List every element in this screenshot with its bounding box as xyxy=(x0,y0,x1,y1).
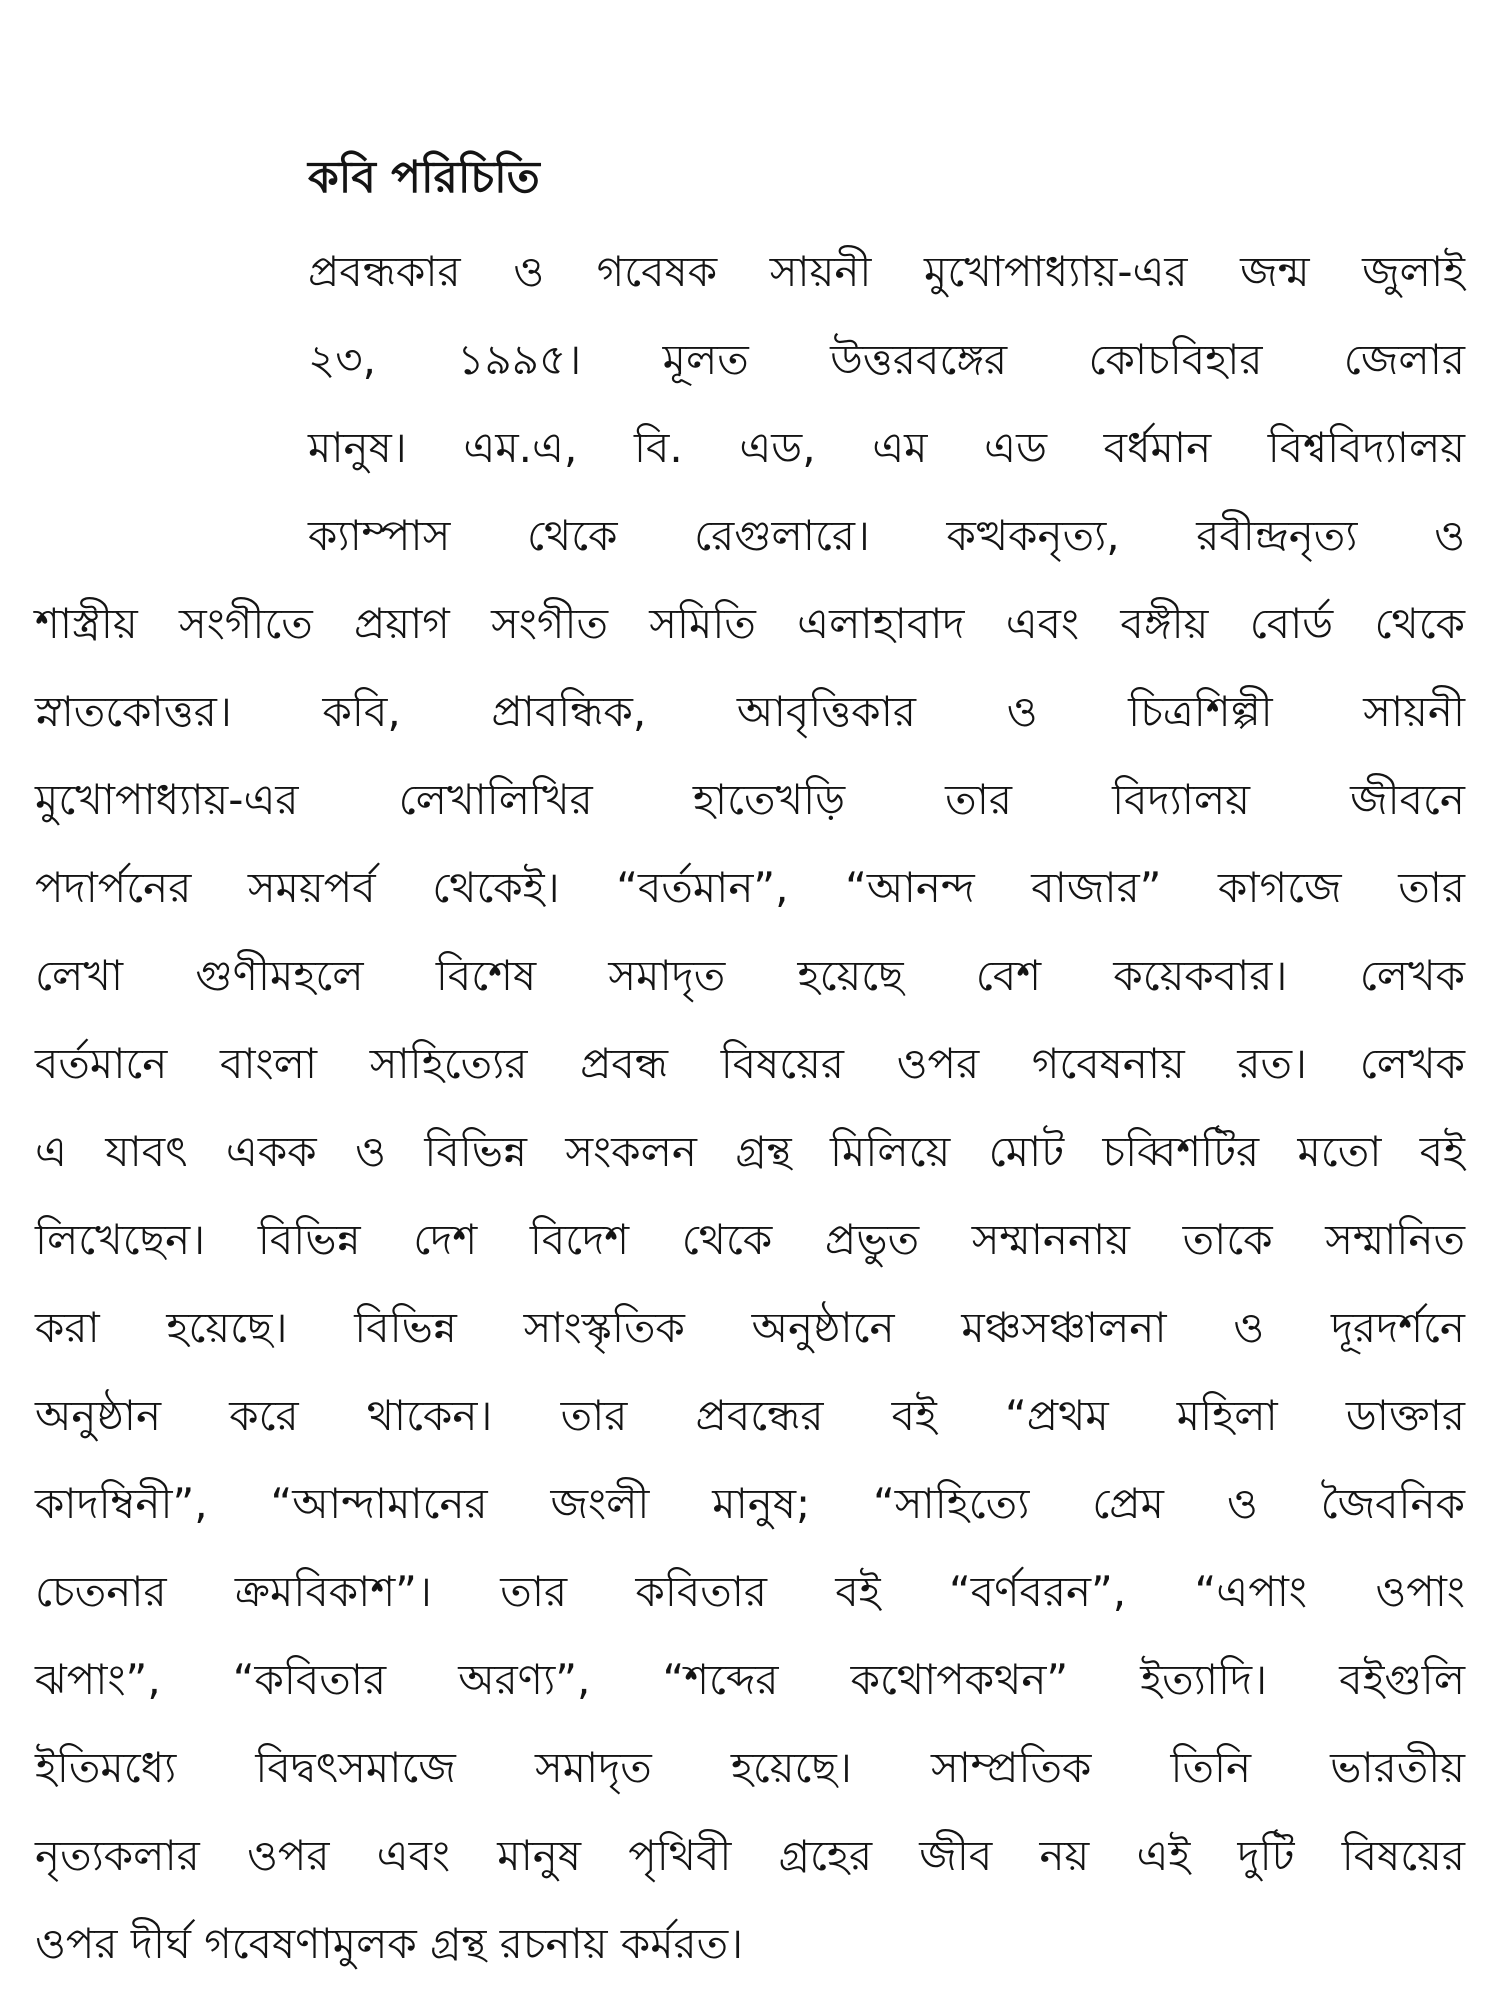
text-line: এ যাবৎ একক ও বিভিন্ন সংকলন গ্রন্থ মিলিয়ে মোট চব্বিশটির মতো বই xyxy=(35,1127,1465,1176)
text-line: মানুষ। এম.এ, বি. এড, এম এড বর্ধমান বিশ্ববিদ্যালয় xyxy=(308,423,1465,472)
text-line: ওপর দীর্ঘ গবেষণামুলক গ্রন্থ রচনায় কর্মরত। xyxy=(35,1919,744,1968)
text-line: কাদম্বিনী”, “আন্দামানের জংলী মানুষ; “সাহিত্যে প্রেম ও জৈবনিক xyxy=(35,1479,1465,1528)
text-line: শাস্ত্রীয় সংগীতে প্রয়াগ সংগীত সমিতি এলাহাবাদ এবং বঙ্গীয় বোর্ড থেকে xyxy=(35,599,1465,648)
text-line: ঝপাং”, “কবিতার অরণ্য”, “শব্দের কথোপকথন” ইত্যাদি। বইগুলি xyxy=(35,1655,1465,1704)
text-line: লেখা গুণীমহলে বিশেষ সমাদৃত হয়েছে বেশ কয়েকবার। লেখক xyxy=(35,951,1465,1000)
text-line: ইতিমধ্যে বিদ্বৎসমাজে সমাদৃত হয়েছে। সাম্প্রতিক তিনি ভারতীয় xyxy=(35,1743,1465,1792)
section-title: কবি পরিচিতি xyxy=(308,152,540,203)
text-line: নৃত্যকলার ওপর এবং মানুষ পৃথিবী গ্রহের জীব নয় এই দুটি বিষয়ের xyxy=(35,1831,1465,1880)
text-line: মুখোপাধ্যায়-এর লেখালিখির হাতেখড়ি তার বিদ্যালয় জীবনে xyxy=(35,775,1465,824)
text-line: ২৩, ১৯৯৫। মূলত উত্তরবঙ্গের কোচবিহার জেলার xyxy=(308,335,1465,384)
text-line: অনুষ্ঠান করে থাকেন। তার প্রবন্ধের বই “প্রথম মহিলা ডাক্তার xyxy=(35,1391,1465,1440)
text-line: বর্তমানে বাংলা সাহিত্যের প্রবন্ধ বিষয়ের ওপর গবেষনায় রত। লেখক xyxy=(35,1039,1465,1088)
text-line: প্রবন্ধকার ও গবেষক সায়নী মুখোপাধ্যায়-এর জন্ম জুলাই xyxy=(308,247,1465,296)
text-line: ক্যাম্পাস থেকে রেগুলারে। কত্থকনৃত্য, রবীন্দ্রনৃত্য ও xyxy=(308,511,1465,560)
text-line: লিখেছেন। বিভিন্ন দেশ বিদেশ থেকে প্রভুত সম্মাননায় তাকে সম্মানিত xyxy=(35,1215,1465,1264)
biography-paragraph xyxy=(35,228,1465,1988)
text-line: স্নাতকোত্তর। কবি, প্রাবন্ধিক, আবৃত্তিকার ও চিত্রশিল্পী সায়নী xyxy=(35,687,1465,736)
text-line: করা হয়েছে। বিভিন্ন সাংস্কৃতিক অনুষ্ঠানে মঞ্চসঞ্চালনা ও দূরদর্শনে xyxy=(35,1303,1465,1352)
text-line: চেতনার ক্রমবিকাশ”। তার কবিতার বই “বর্ণবরন”, “এপাং ওপাং xyxy=(35,1567,1465,1616)
text-line: পদার্পনের সময়পর্ব থেকেই। “বর্তমান”, “আনন্দ বাজার” কাগজে তার xyxy=(35,863,1465,912)
